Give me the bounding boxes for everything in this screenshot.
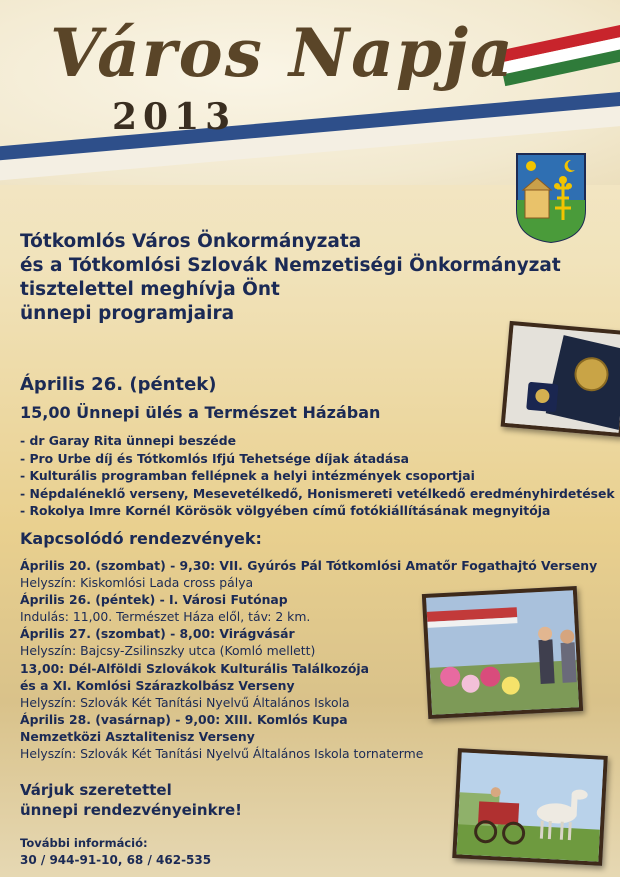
info-phone-numbers: 30 / 944-91-10, 68 / 462-535 <box>20 853 212 867</box>
list-item: - Kulturális programban fellépnek a helyi intézmények csoportjai <box>20 468 475 483</box>
related-line: Április 20. (szombat) - 9,30: VII. Gyúrós Pál Tótkomlósi Amatőr Fogathajtó Verseny <box>20 558 598 573</box>
hungarian-flag-icon <box>498 22 620 86</box>
intro-line: Tótkomlós Város Önkormányzata <box>20 231 362 252</box>
related-events-title: Kapcsolódó rendezvények: <box>20 529 262 548</box>
intro-block <box>20 230 561 326</box>
related-line: Indulás: 11,00. Természet Háza elől, táv: 2 km. <box>20 609 311 625</box>
closing-text <box>20 780 242 820</box>
main-event-list <box>20 432 615 520</box>
list-item: - Rokolya Imre Kornél Körösök völgyében című fotókiállításának megnyitója <box>20 503 551 518</box>
intro-line: tisztelettel meghívja Önt <box>20 279 280 300</box>
info-label: További információ: <box>20 836 148 850</box>
page-year: 2013 <box>112 96 237 138</box>
related-line: Helyszín: Szlovák Két Tanítási Nyelvű Általános Iskola <box>20 694 350 710</box>
closing-line: ünnepi rendezvényeinkre! <box>20 801 242 819</box>
intro-line: ünnepi programjaira <box>20 303 235 324</box>
flower-market-photo <box>422 586 583 719</box>
list-item: - Pro Urbe díj és Tótkomlós Ifjú Tehetsége díjak átadása <box>20 450 410 466</box>
related-line: Helyszín: Kiskomlósi Lada cross pálya <box>20 575 254 591</box>
related-line: Helyszín: Bajcsy-Zsilinszky utca (Komló mellett) <box>20 643 316 659</box>
main-event-title: 15,00 Ünnepi ülés a Természet Házában <box>20 403 381 422</box>
main-event-date: Április 26. (péntek) <box>20 374 217 395</box>
page-title: Város Napja <box>50 14 515 92</box>
flower-stall-icon <box>426 590 583 719</box>
list-item: - Népdaléneklő verseny, Mesevetélkedő, Honismereti vetélkedő eredményhirdetések <box>20 485 615 501</box>
medal-icon <box>504 325 620 437</box>
horse-carriage-photo <box>452 748 608 866</box>
closing-line: Várjuk szeretettel <box>20 781 172 799</box>
horse-carriage-icon <box>456 752 608 865</box>
related-line: Április 28. (vasárnap) - 9,00: XIII. Komlós Kupa <box>20 711 348 727</box>
list-item: - dr Garay Rita ünnepi beszéde <box>20 433 236 448</box>
award-medal-photo <box>501 321 620 437</box>
related-line: Április 26. (péntek) - I. Városi Futónap <box>20 592 288 608</box>
related-line: és a XI. Komlósi Szárazkolbász Verseny <box>20 677 295 693</box>
related-line: 13,00: Dél-Alföldi Szlovákok Kulturális Találkozója <box>20 660 369 676</box>
intro-line: és a Tótkomlósi Szlovák Nemzetiségi Önkormányzat <box>20 255 561 276</box>
related-line: Április 27. (szombat) - 8,00: Virágvásár <box>20 626 295 642</box>
related-line: Helyszín: Szlovák Két Tanítási Nyelvű Általános Iskola tornaterme <box>20 746 424 762</box>
related-line: Nemzetközi Asztalitenisz Verseny <box>20 728 255 744</box>
